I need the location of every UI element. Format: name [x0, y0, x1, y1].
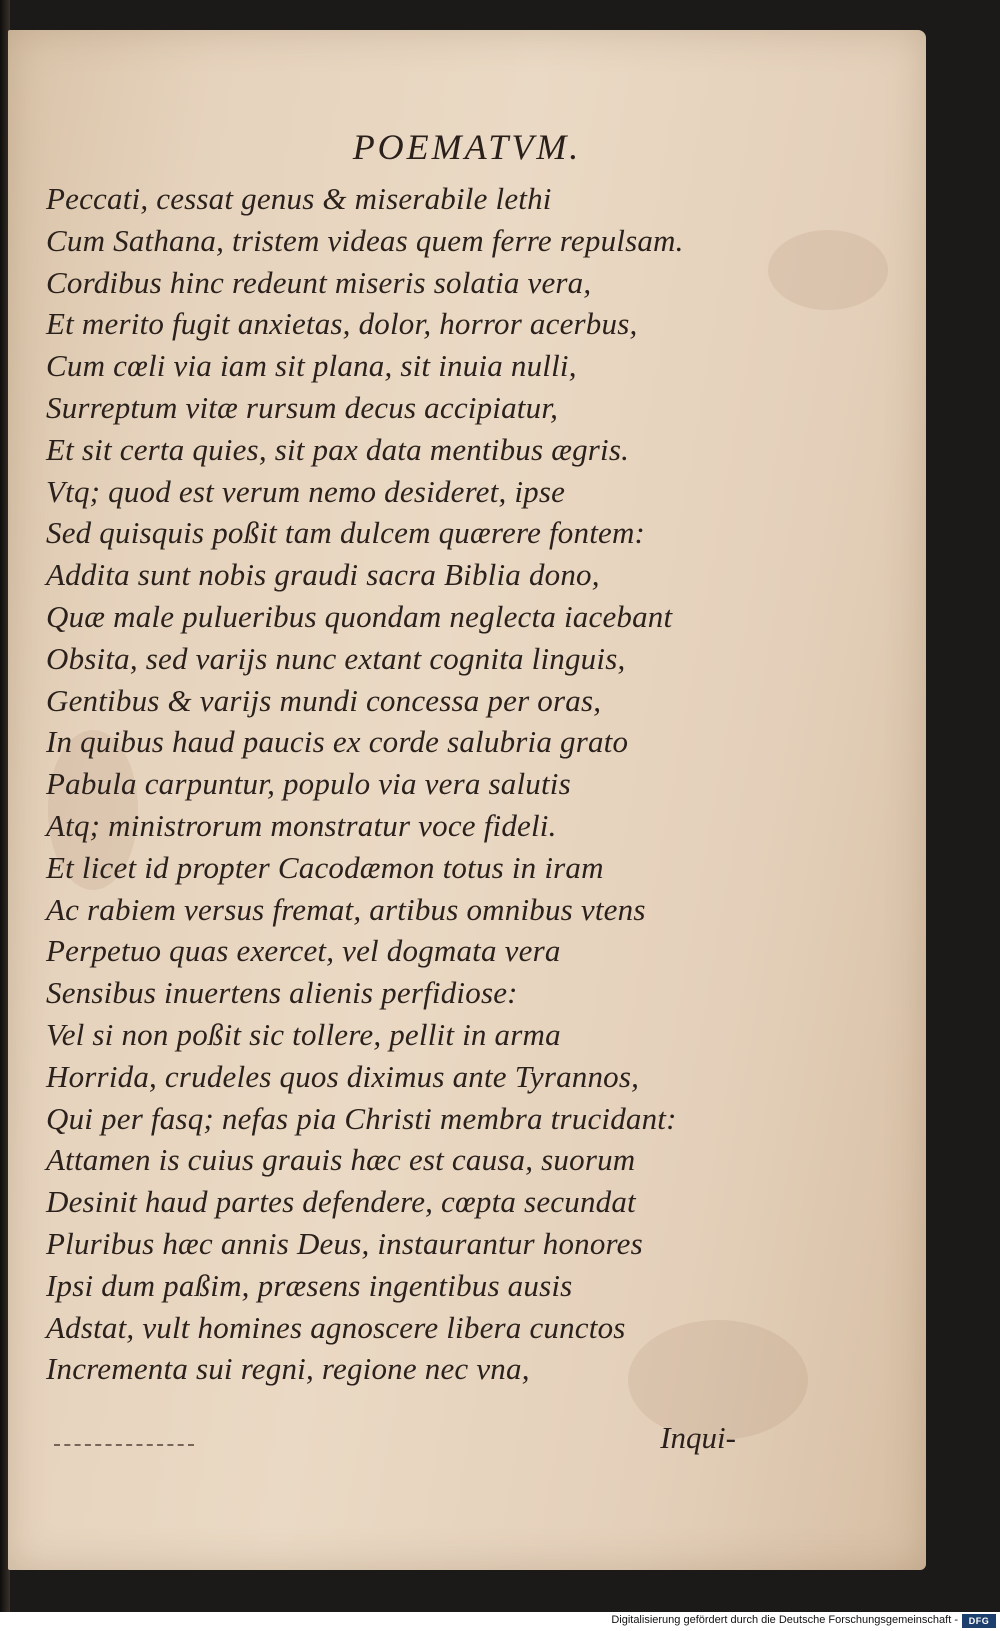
verse-line: Surreptum vitæ rursum decus accipiatur, [46, 389, 559, 425]
catchword-row [46, 1420, 736, 1462]
verse-line: Ipsi dum paßim, præsens ingentibus ausis [46, 1267, 573, 1303]
verse-line: Obsita, sed varijs nunc extant cognita linguis, [46, 640, 626, 676]
verse-line: In quibus haud paucis ex corde salubria grato [46, 724, 629, 760]
verse-line: Attamen is cuius grauis hæc est causa, suorum [46, 1142, 636, 1178]
verse-line: Atq; ministrorum monstratur voce fideli. [46, 807, 557, 843]
verse-line: Vtq; quod est verum nemo desideret, ipse [46, 473, 566, 509]
footer-credit: Digitalisierung gefördert durch die Deutsche Forschungsgemeinschaft - [611, 1614, 958, 1626]
verse-line: Vel si non poßit sic tollere, pellit in arma [46, 1016, 561, 1052]
verse-line: Pabula carpuntur, populo via vera salutis [46, 766, 571, 802]
verse-line: Sensibus inuertens alienis perfidiose: [46, 975, 518, 1011]
verse-line: Et sit certa quies, sit pax data mentibus ægris. [46, 431, 630, 467]
verse-line: Ac rabiem versus fremat, artibus omnibus vtens [46, 891, 646, 927]
verse-line: Adstat, vult homines agnoscere libera cunctos [46, 1309, 626, 1345]
footer-bar [0, 1612, 1000, 1631]
verse-line: Et licet id propter Cacodæmon totus in iram [46, 849, 604, 885]
verse-lines [46, 178, 916, 1390]
running-head: POEMATVM. [352, 127, 582, 167]
verse-line: Qui per fasq; nefas pia Christi membra trucidant: [46, 1100, 677, 1136]
verse-line: Peccati, cessat genus & miserabile lethi [46, 181, 552, 216]
verse-line: Cum cœli via iam sit plana, sit inuia nulli, [46, 348, 577, 384]
verse-line: Sed quisquis poßit tam dulcem quærere fontem: [46, 515, 646, 551]
catchword: Inqui- [660, 1420, 736, 1455]
verse-line: Horrida, crudeles quos diximus ante Tyrannos, [46, 1058, 640, 1094]
verse-line: Pluribus hæc annis Deus, instaurantur honores [46, 1225, 643, 1261]
verse-line: Gentibus & varijs mundi concessa per oras, [46, 682, 602, 718]
verse-line: Perpetuo quas exercet, vel dogmata vera [46, 933, 561, 969]
verse-line: Addita sunt nobis graudi sacra Biblia dono, [46, 557, 600, 593]
book-page [8, 30, 926, 1570]
verse-line: Desinit haud partes defendere, cœpta secundat [46, 1184, 636, 1220]
verse-line: Quæ male pulueribus quondam neglecta iacebant [46, 598, 673, 634]
verse-line: Cum Sathana, tristem videas quem ferre repulsam. [46, 222, 684, 258]
decorative-rule [54, 1444, 194, 1446]
dfg-logo-icon: DFG [962, 1614, 996, 1628]
verse-line: Et merito fugit anxietas, dolor, horror acerbus, [46, 306, 638, 342]
verse-line: Incrementa sui regni, regione nec vna, [46, 1351, 530, 1387]
verse-line: Cordibus hinc redeunt miseris solatia vera, [46, 264, 592, 300]
